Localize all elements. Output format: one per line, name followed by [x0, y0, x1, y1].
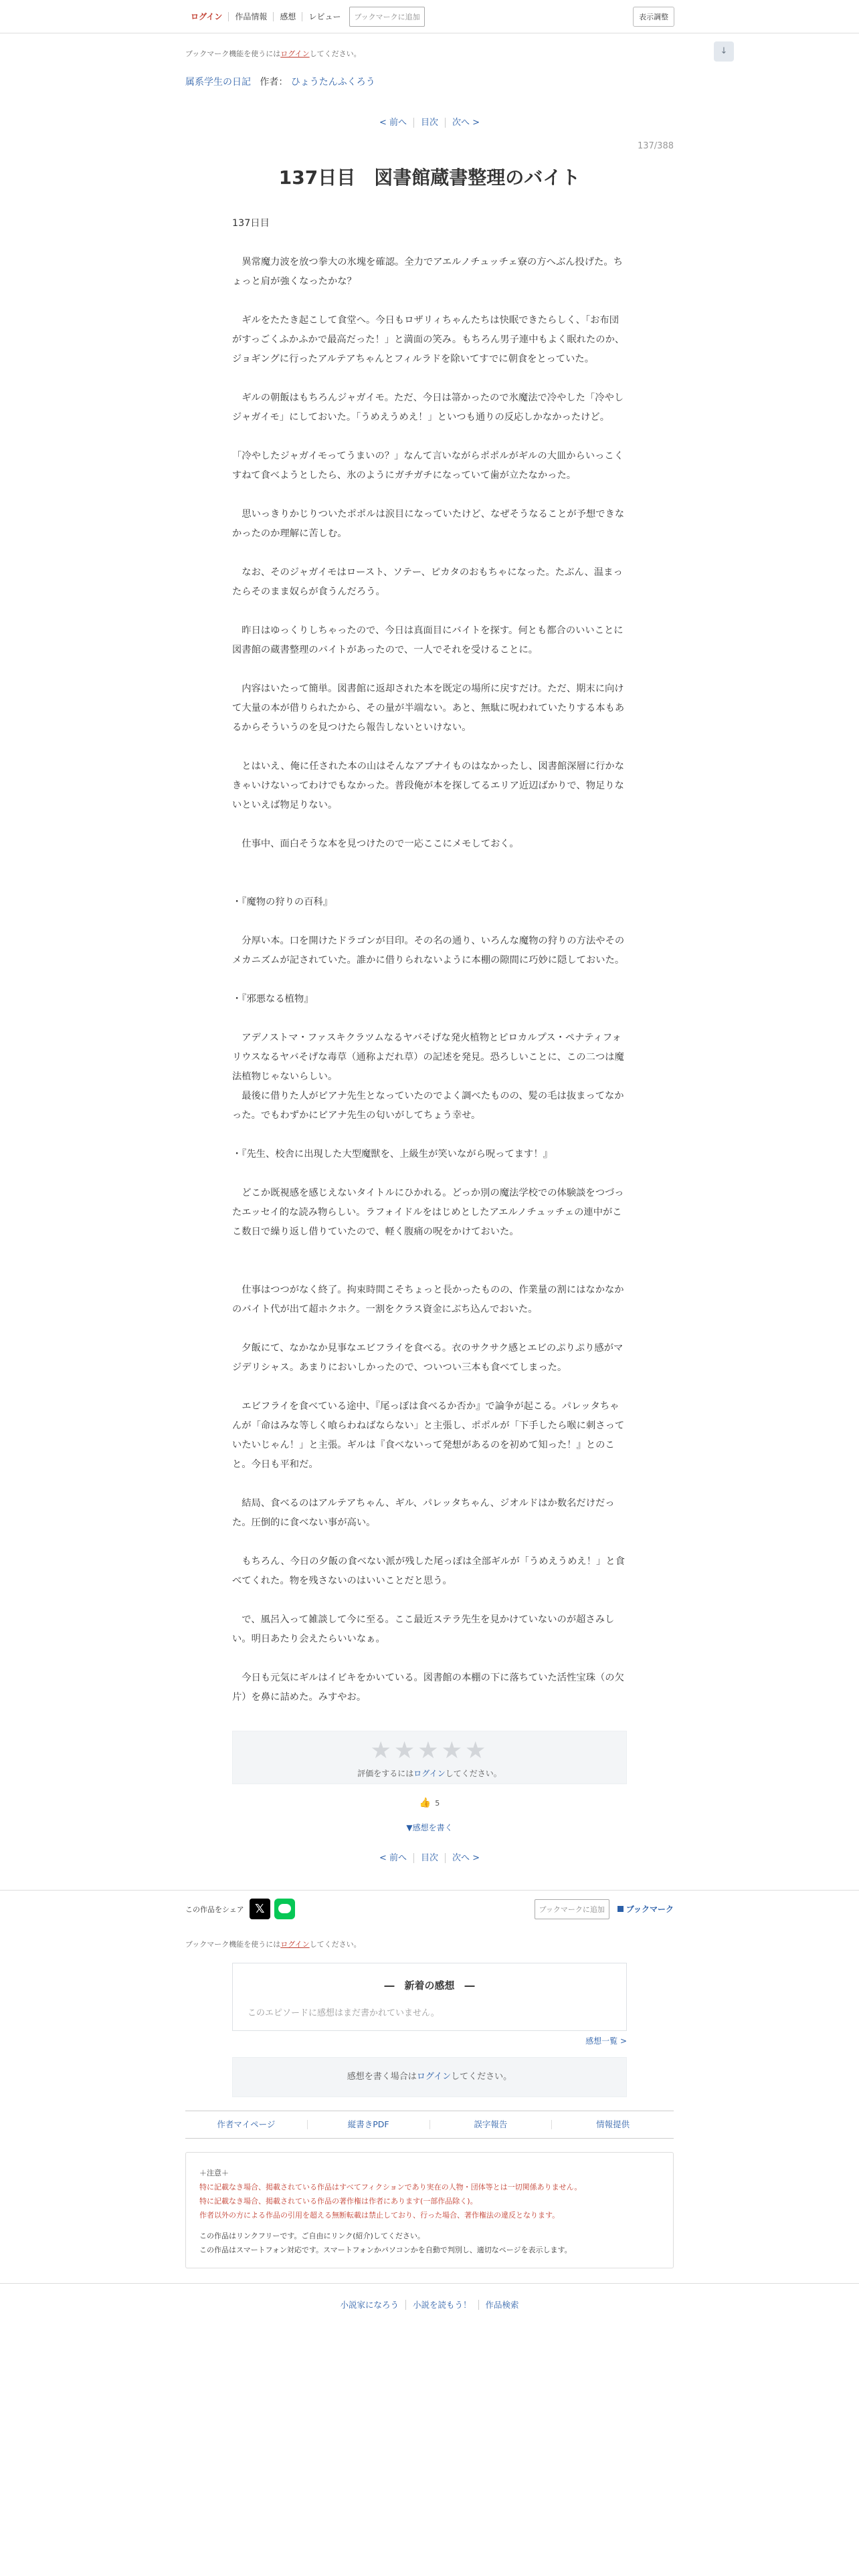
novel-paragraph: ・『邪悪なる植物』	[232, 994, 314, 1004]
rating-login-link[interactable]: ログイン	[413, 1769, 446, 1778]
next-link[interactable]: 次へ >	[452, 118, 480, 128]
caution-line: 作者以外の方による作品の引用を超える無断転載は禁止しており、行った場合、著作権法の違反となります。	[199, 2211, 560, 2220]
blank-line	[232, 1533, 627, 1552]
work-info-line	[185, 59, 674, 88]
novel-paragraph: とはいえ、俺に任された本の山はそんなアブナイものはなかったし、図書館深層に行かなきゃいけないってわけでもなかった。普段俺が本を探してるエリア近辺ばかりで、物足りないといえば物足りない。	[232, 761, 625, 811]
blank-line	[232, 427, 627, 447]
novel-paragraph: ・『魔物の狩りの百科』	[232, 897, 333, 907]
novel-paragraph: 異常魔力波を放つ拳大の氷塊を確認。全力でアエルノチュッチェ寮の方へぶん投げた。ちょっと肩が強くなったかな？	[232, 257, 624, 287]
typo-report-link[interactable]: 誤字報告	[430, 2120, 553, 2129]
blank-line	[232, 912, 627, 932]
novel-paragraph: 夕飯にて、なかなか見事なエビフライを食べる。衣のサクサク感とエビのぷりぷり感がマジデリシャス。あまりにおいしかったので、ついつい三本も食べてしまった。	[232, 1343, 624, 1373]
blank-line	[232, 738, 627, 757]
impressions-list-link[interactable]: 感想一覧 >	[585, 2036, 627, 2046]
novel-paragraph: アデノストマ・ファスキクラツムなるヤバそげな発火植物とピロカルプス・ペナティフォリウスなるヤバそげな毒草（通称よだれ草）の記述を発見。恐ろしいことに、この二つは魔法植物じゃないらしい。	[232, 1033, 624, 1082]
thumbs-up-icon: 👍	[419, 1798, 432, 1808]
rating-note-end: してください。	[445, 1769, 502, 1778]
blank-line	[232, 544, 627, 563]
caution-line: この作品はスマートフォン対応です。スマートフォンかパソコンかを自動で判別し、適切なページを表示します。	[199, 2246, 572, 2254]
display-settings-button[interactable]: 表示調整	[633, 7, 674, 27]
novel-paragraph: 仕事中、面白そうな本を見つけたので一応ここにメモしておく。	[232, 839, 519, 849]
good-count: 5	[435, 1799, 440, 1808]
pager-bottom	[185, 1850, 674, 1863]
novel-paragraph: エビフライを食べている途中、『尾っぽは食べるか否か』で論争が起こる。パレッタちゃんが「命はみな等しく喰らわねばならない」と主張し、ポポルが「下手したら喉に刺さっていたいじゃん！」と主張。ギルは『食べないって発想があるのを初めて知った！』とのこと。今日も平和だ。	[232, 1401, 625, 1470]
novel-paragraph: 思いっきりかじりついたポポルは涙目になっていたけど、なぜそうなることが予想できなかったのか理解に苦しむ。	[232, 509, 625, 539]
blank-line	[232, 486, 627, 505]
blank-line	[232, 1591, 627, 1610]
novel-paragraph: 仕事はつつがなく終了。拘束時間こそちょっと長かったものの、作業量の割にはなかなかのバイト代が出て超ホクホク。一割をクラス資金にぶち込んでおいた。	[232, 1285, 624, 1315]
caution-line: 特に記載なき場合、掲載されている作品はすべてフィクションであり実在の人物・団体等とは一切関係ありません。	[199, 2183, 582, 2191]
work-title-link[interactable]: 属系学生の日記	[185, 77, 251, 88]
bookmark-link-label: ブックマーク	[626, 1905, 674, 1914]
top-bar	[0, 0, 859, 33]
note-login-link[interactable]: ログイン	[280, 49, 310, 58]
footer-link-narou[interactable]: 小説家になろう	[333, 2300, 406, 2310]
blank-line	[232, 1475, 627, 1494]
author-link[interactable]: ひょうたんふくろう	[290, 77, 375, 88]
blank-line	[232, 369, 627, 389]
review-link[interactable]: レビュー	[308, 12, 341, 21]
top-nav	[185, 0, 425, 33]
imp-write-end: してください。	[451, 2072, 512, 2082]
rating-box	[232, 1731, 627, 1784]
footer-link-yomou[interactable]: 小説を読もう！	[406, 2300, 479, 2310]
impressions-link[interactable]: 感想	[274, 12, 302, 21]
toc-link[interactable]: 目次	[414, 118, 446, 128]
author-mypage-link[interactable]: 作者マイページ	[185, 2120, 308, 2129]
vertical-pdf-link[interactable]: 縦書きPDF	[308, 2120, 430, 2129]
novel-paragraph: 「冷やしたジャガイモってうまいの？」なんて言いながらポポルがギルの大皿からいっこくすねて食べようとしたら、氷のようにガチガチになっていて歯が立たなかった。	[232, 451, 624, 481]
note-text: ブックマーク機能を使うには	[185, 49, 281, 58]
work-info-link[interactable]: 作品情報	[229, 12, 274, 21]
note-text-end: してください。	[309, 49, 361, 58]
blank-line	[232, 873, 627, 893]
footer-links	[185, 2111, 674, 2139]
novel-paragraph: 分厚い本。口を開けたドラゴンが目印。その名の通り、いろんな魔物の狩りの方法やそのメカニズムが記されていた。誰かに借りられないように本棚の隙間に巧妙に隠しておいた。	[232, 936, 625, 966]
good-button[interactable]	[0, 1798, 859, 1808]
novel-paragraph: 今日も元気にギルはイビキをかいている。図書館の本棚の下に落ちていた活性宝珠（の欠片）を鼻に詰めた。みすやお。	[232, 1673, 624, 1703]
add-bookmark-button-bottom[interactable]: ブックマークに追加	[535, 1899, 609, 1919]
novel-paragraph: どこか既視感を感じえないタイトルにひかれる。どっか別の魔法学校での体験談をつづったエッセイ的な読み物らしい。ラフォイドルをはじめとしたアエルノチュッチェの連中がここ数日で繰り返し借りていたので、軽く腹痛の呪をかけておいた。	[232, 1188, 624, 1237]
prev-link[interactable]: < 前へ	[373, 118, 414, 128]
blank-line	[232, 815, 627, 835]
note2-text: ブックマーク機能を使うには	[185, 1940, 281, 1949]
episode-progress: 137/388	[637, 141, 674, 151]
novel-paragraph: ギルの朝飯はもちろんジャガイモ。ただ、今日は箒かったので氷魔法で冷やした「冷やしジャガイモ」にしておいた。「うめえうめえ！」といつも通りの反応しかなかったけど。	[232, 393, 624, 423]
blank-line	[232, 1649, 627, 1669]
novel-paragraph: で、風呂入って雑談して今に至る。ここ最近ステラ先生を見かけていないのが超さみしい。明日あたり会えたらいいなぁ。	[232, 1614, 615, 1644]
note2-login-link[interactable]: ログイン	[280, 1940, 310, 1949]
novel-paragraph: ・『先生、校舎に出現した大型魔獣を、上級生が笑いながら呪ってます！』	[232, 1149, 553, 1160]
blank-line	[232, 1319, 627, 1339]
bookmark-link[interactable]	[617, 1903, 674, 1915]
imp-write-text: 感想を書く場合は	[347, 2072, 417, 2082]
share-bar	[0, 1890, 859, 1927]
login-link[interactable]: ログイン	[185, 12, 229, 21]
bookmark-icon	[617, 1906, 624, 1912]
rating-stars[interactable]: ★★★★★	[370, 1737, 489, 1764]
note2-text-end: してください。	[309, 1940, 361, 1949]
impressions-title: ― 新着の感想 ―	[384, 1979, 475, 1992]
blank-line	[232, 970, 627, 990]
write-impression-toggle[interactable]: ▼感想を書く	[406, 1823, 453, 1832]
novel-paragraph: なお、そのジャガイモはロースト、ソテー、ピカタのおもちゃになった。たぶん、温まったらそのまま奴らが食うんだろう。	[232, 567, 623, 597]
author-label: 作者：	[260, 77, 288, 88]
caution-line: 特に記載なき場合、掲載されている作品の著作権は作者にあります(一部作品除く)。	[199, 2197, 478, 2206]
bookmark-login-note-bottom	[185, 1927, 674, 1949]
next-link-bottom[interactable]: 次へ >	[452, 1853, 480, 1863]
line-icon[interactable]	[274, 1899, 295, 1919]
add-bookmark-button[interactable]: ブックマークに追加	[349, 7, 424, 27]
blank-line	[232, 1164, 627, 1184]
imp-login-link[interactable]: ログイン	[416, 2072, 452, 2082]
novel-body	[232, 214, 627, 1707]
novel-paragraph: もちろん、今日の夕飯の食べない派が残した尾っぽは全部ギルが「うめえうめえ！」と食べてくれた。物を残さないのはいいことだと思う。	[232, 1556, 625, 1586]
caution-box	[185, 2152, 674, 2268]
blank-line	[232, 233, 627, 253]
site-footer	[0, 2283, 859, 2311]
novel-paragraph: 昨日はゆっくりしちゃったので、今日は真面目にバイトを探す。何とも都合のいいことに図書館の蔵書整理のバイトがあったので、一人でそれを受けることに。	[232, 625, 624, 655]
info-provide-link[interactable]: 情報提供	[596, 2119, 630, 2129]
caution-title: ＋注意＋	[199, 2169, 229, 2177]
rating-note-text: 評価をするには	[357, 1769, 414, 1778]
blank-line	[232, 1009, 627, 1029]
caution-line: この作品はリンクフリーです。ご自由にリンク(紹介)してください。	[199, 2232, 425, 2240]
impressions-box	[232, 1963, 627, 2031]
blank-line	[232, 292, 627, 311]
novel-paragraph: 結局、食べるのはアルテアちゃん、ギル、パレッタちゃん、ジオルドはか数名だけだった。圧倒的に食べない事が高い。	[232, 1498, 615, 1528]
impressions-empty: このエピソードに感想はまだ書かれていません。	[248, 2008, 440, 2018]
blank-line	[232, 854, 627, 873]
prev-link-bottom[interactable]: < 前へ	[373, 1853, 414, 1863]
blank-line	[232, 1261, 627, 1281]
footer-link-search[interactable]: 作品検索	[485, 2300, 519, 2310]
pager-top	[185, 115, 674, 128]
blank-line	[232, 1378, 627, 1397]
impression-login-box	[232, 2057, 627, 2097]
episode-title: 137日目 図書館蔵書整理のバイト	[278, 167, 581, 189]
x-icon[interactable]: 𝕏	[250, 1899, 270, 1919]
toc-link-bottom[interactable]: 目次	[414, 1853, 446, 1863]
chevron-down-icon[interactable]: ↓	[714, 41, 734, 62]
bookmark-login-note	[185, 33, 674, 59]
novel-paragraph: 137日目	[232, 218, 270, 229]
novel-paragraph: ギルをたたき起こして食堂へ。今日もロザリィちゃんたちは快眠できたらしく、「お布団がすっごくふかふかで最高だった！」と満面の笑み。もちろん男子連中もよく眠れたのか、ジョギングに行ったアルテアちゃんとフィルラドを除いてすでに朝食をとっていた。	[232, 315, 625, 364]
blank-line	[232, 660, 627, 679]
share-label: この作品をシェア	[185, 1905, 244, 1914]
rating-note	[233, 1767, 626, 1779]
blank-line	[232, 602, 627, 621]
novel-paragraph: 内容はいたって簡単。図書館に返却された本を既定の場所に戻すだけ。ただ、期末に向けて大量の本が借りられたから、その量が半端ない。あと、無駄に呪われていたりする本もあるからそういうのを見つけたら報告しないといけない。	[232, 683, 625, 733]
blank-line	[232, 1242, 627, 1261]
novel-paragraph: 最後に借りた人がピアナ先生となっていたのでよく調べたものの、髪の毛は抜まってなかった。でもわずかにピアナ先生の匂いがしてちょう幸せ。	[232, 1091, 624, 1121]
blank-line	[232, 1125, 627, 1145]
